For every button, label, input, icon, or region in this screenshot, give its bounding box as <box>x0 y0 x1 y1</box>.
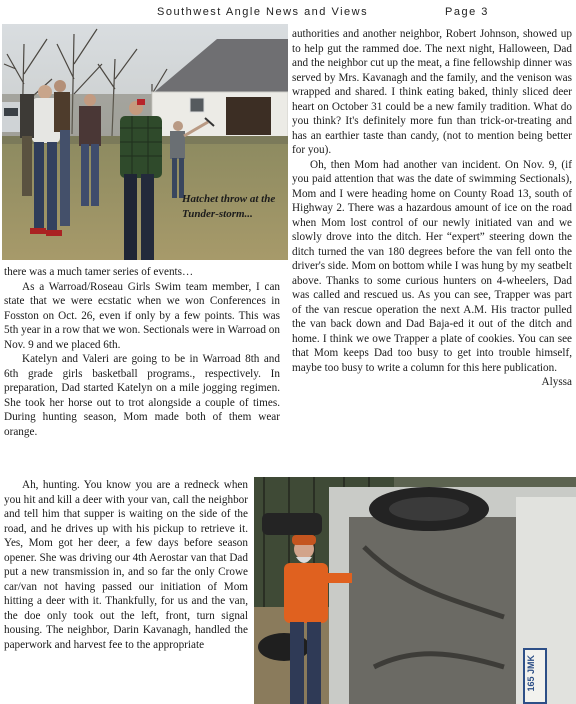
overturned-van-photo <box>254 477 576 704</box>
paragraph: authorities and another neighbor, Robert Johnson, showed up to help gut the rammed doe. The next night, Halloween, Dad and the neighbor cut up the meat, a fine fellowship dinner was served by Mrs. Kavanagh and the family, and the venison was wrapped and shared. I think eating baked, thinly sliced deer heart on October 31 could be a new family tradition. What do you think? It's definitely more fun than trick-or-treating and has an earthier taste than candy, (not to mention being better for you). <box>292 28 572 156</box>
newsletter-title: Southwest Angle News and Views <box>157 6 369 18</box>
left-column-upper <box>4 265 280 439</box>
paragraph: there was a much tamer series of events… <box>4 266 194 278</box>
page-header <box>0 4 576 20</box>
paragraph-text: Oh, then Mom had another van incident. On Nov. 9, (if you paid attention that was the date of swimming Sectionals), Mom and I were heading home on County Road 13, south of Highway 2. There was a hazardous amount of ice on the road when Mom lost control of our newly initiated van and we slowly drove into the ditch. Her “expert” steering down the ditch turned the van 180 degrees before the van fell onto the driver's side. Mom on bottom while I was hung by my seatbelt above. Thanks to some curious hunters on 4-wheelers, Dad was called and rescued us. As you can see, Trapper was part of the van rescue operation the next A.M. His tractor pulled the van back down and Dad Baja-ed it out of the ditch and home. I think we owe Trapper a plate of cookies. You can see that Mom keeps Dad too busy to get into trouble himself, maybe too busy to write a column for this here publication. <box>292 158 572 374</box>
author-signature: Alyssa <box>541 376 572 388</box>
hatchet-throw-photo <box>2 24 288 260</box>
photo-caption: Hatchet throw at the Tunder-storm... <box>182 193 276 220</box>
right-column <box>292 27 572 390</box>
license-plate: 165 JMK <box>526 655 536 692</box>
paragraph: As a Warroad/Roseau Girls Swim team member, I can state that we were ecstatic when we won Conferences in Fosston on Oct. 26, even if only by a few points. This was 5th year in a row that we won. Sectionals were in Warroad on Nov. 9 and we placed 6th. <box>4 280 280 351</box>
paragraph <box>292 158 572 388</box>
paragraph: Katelyn and Valeri are going to be in Warroad 8th and 6th grade girls basketball programs., respectively. In preparation, Dad started Katelyn on a mile jogging regimen. She took her horse out to trot alongside a couple of times. During hunting season, Mom made both of them wear orange. <box>4 353 280 438</box>
left-column-lower <box>4 478 248 652</box>
paragraph: Ah, hunting. You know you are a redneck when you hit and kill a deer with your van, call the neighbor and tell him that supper is waiting on the side of the road, and he drives up with his pickup to retrieve it. Yes, Mom got her deer, a few days before season opener. She was driving our 4th Aerostar van that Dad put a new transmission in, and so far the only Crowe car/van not having passed our initiation of Mom hitting a deer with it. Thankfully, for us and the van, the doe only took out the left, front, turn signal housing. The neighbor, Darin Kavanagh, handled the paperwork and harvest fee to the appropriate <box>4 479 248 651</box>
page-number: Page 3 <box>445 6 489 18</box>
